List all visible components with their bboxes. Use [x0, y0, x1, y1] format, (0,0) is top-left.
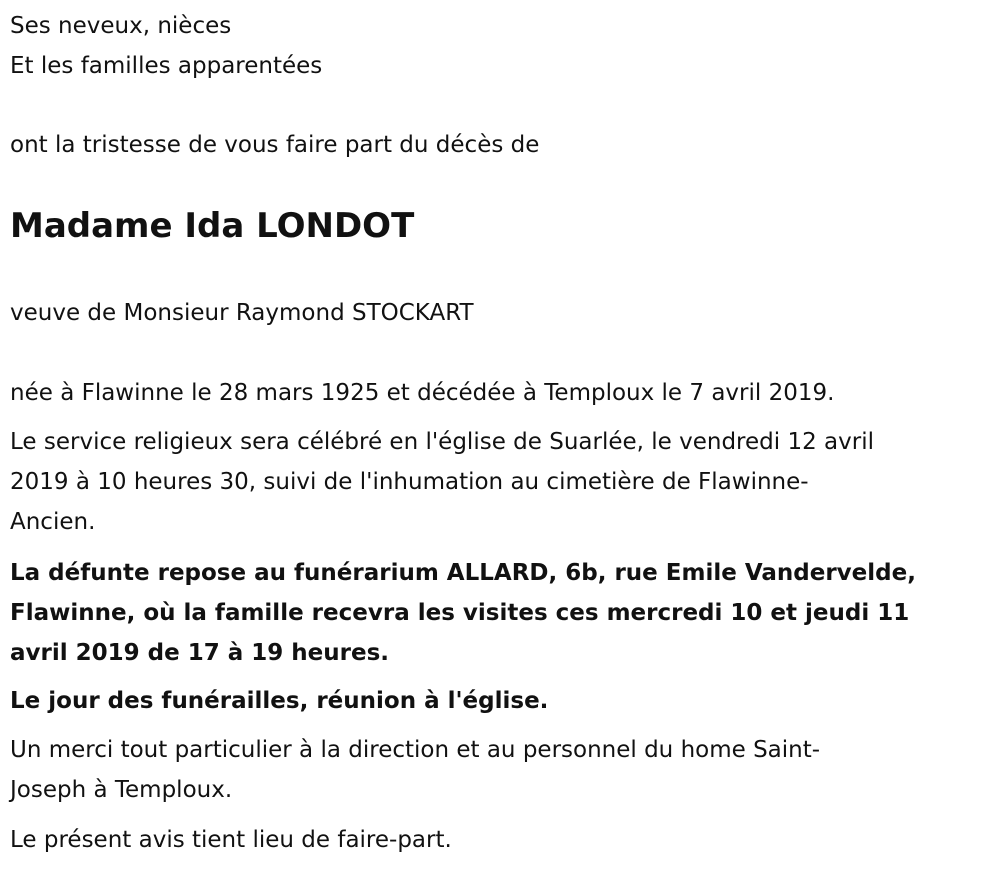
- thanks-line-2: Joseph à Temploux.: [10, 777, 233, 803]
- visitation-line-3: avril 2019 de 17 à 19 heures.: [10, 640, 389, 666]
- family-line-1: Ses neveux, nièces: [10, 13, 232, 39]
- thanks-line-1: Un merci tout particulier à la direction et au personnel du home Saint-: [10, 737, 821, 763]
- closing-line: Le présent avis tient lieu de faire-part.: [10, 827, 452, 853]
- visitation-line-2: Flawinne, où la famille recevra les visites ces mercredi 10 et jeudi 11: [10, 600, 910, 626]
- service-paragraph: [10, 422, 874, 542]
- visitation-line-1: La défunte repose au funérarium ALLARD, 6b, rue Emile Vandervelde,: [10, 560, 916, 586]
- family-line-2: Et les familles apparentées: [10, 53, 323, 79]
- birth-death-line: née à Flawinne le 28 mars 1925 et décédée à Temploux le 7 avril 2019.: [10, 380, 835, 406]
- thanks-paragraph: [10, 730, 820, 810]
- spouse-line: veuve de Monsieur Raymond STOCKART: [10, 300, 474, 326]
- meeting-line: Le jour des funérailles, réunion à l'église.: [10, 688, 549, 714]
- announcement-text: ont la tristesse de vous faire part du décès de: [10, 132, 540, 158]
- service-line-2: 2019 à 10 heures 30, suivi de l'inhumation au cimetière de Flawinne-: [10, 469, 809, 495]
- visitation-paragraph: [10, 553, 916, 673]
- deceased-name: Madame Ida LONDOT: [10, 206, 415, 246]
- service-line-3: Ancien.: [10, 509, 96, 535]
- service-line-1: Le service religieux sera célébré en l'église de Suarlée, le vendredi 12 avril: [10, 429, 874, 455]
